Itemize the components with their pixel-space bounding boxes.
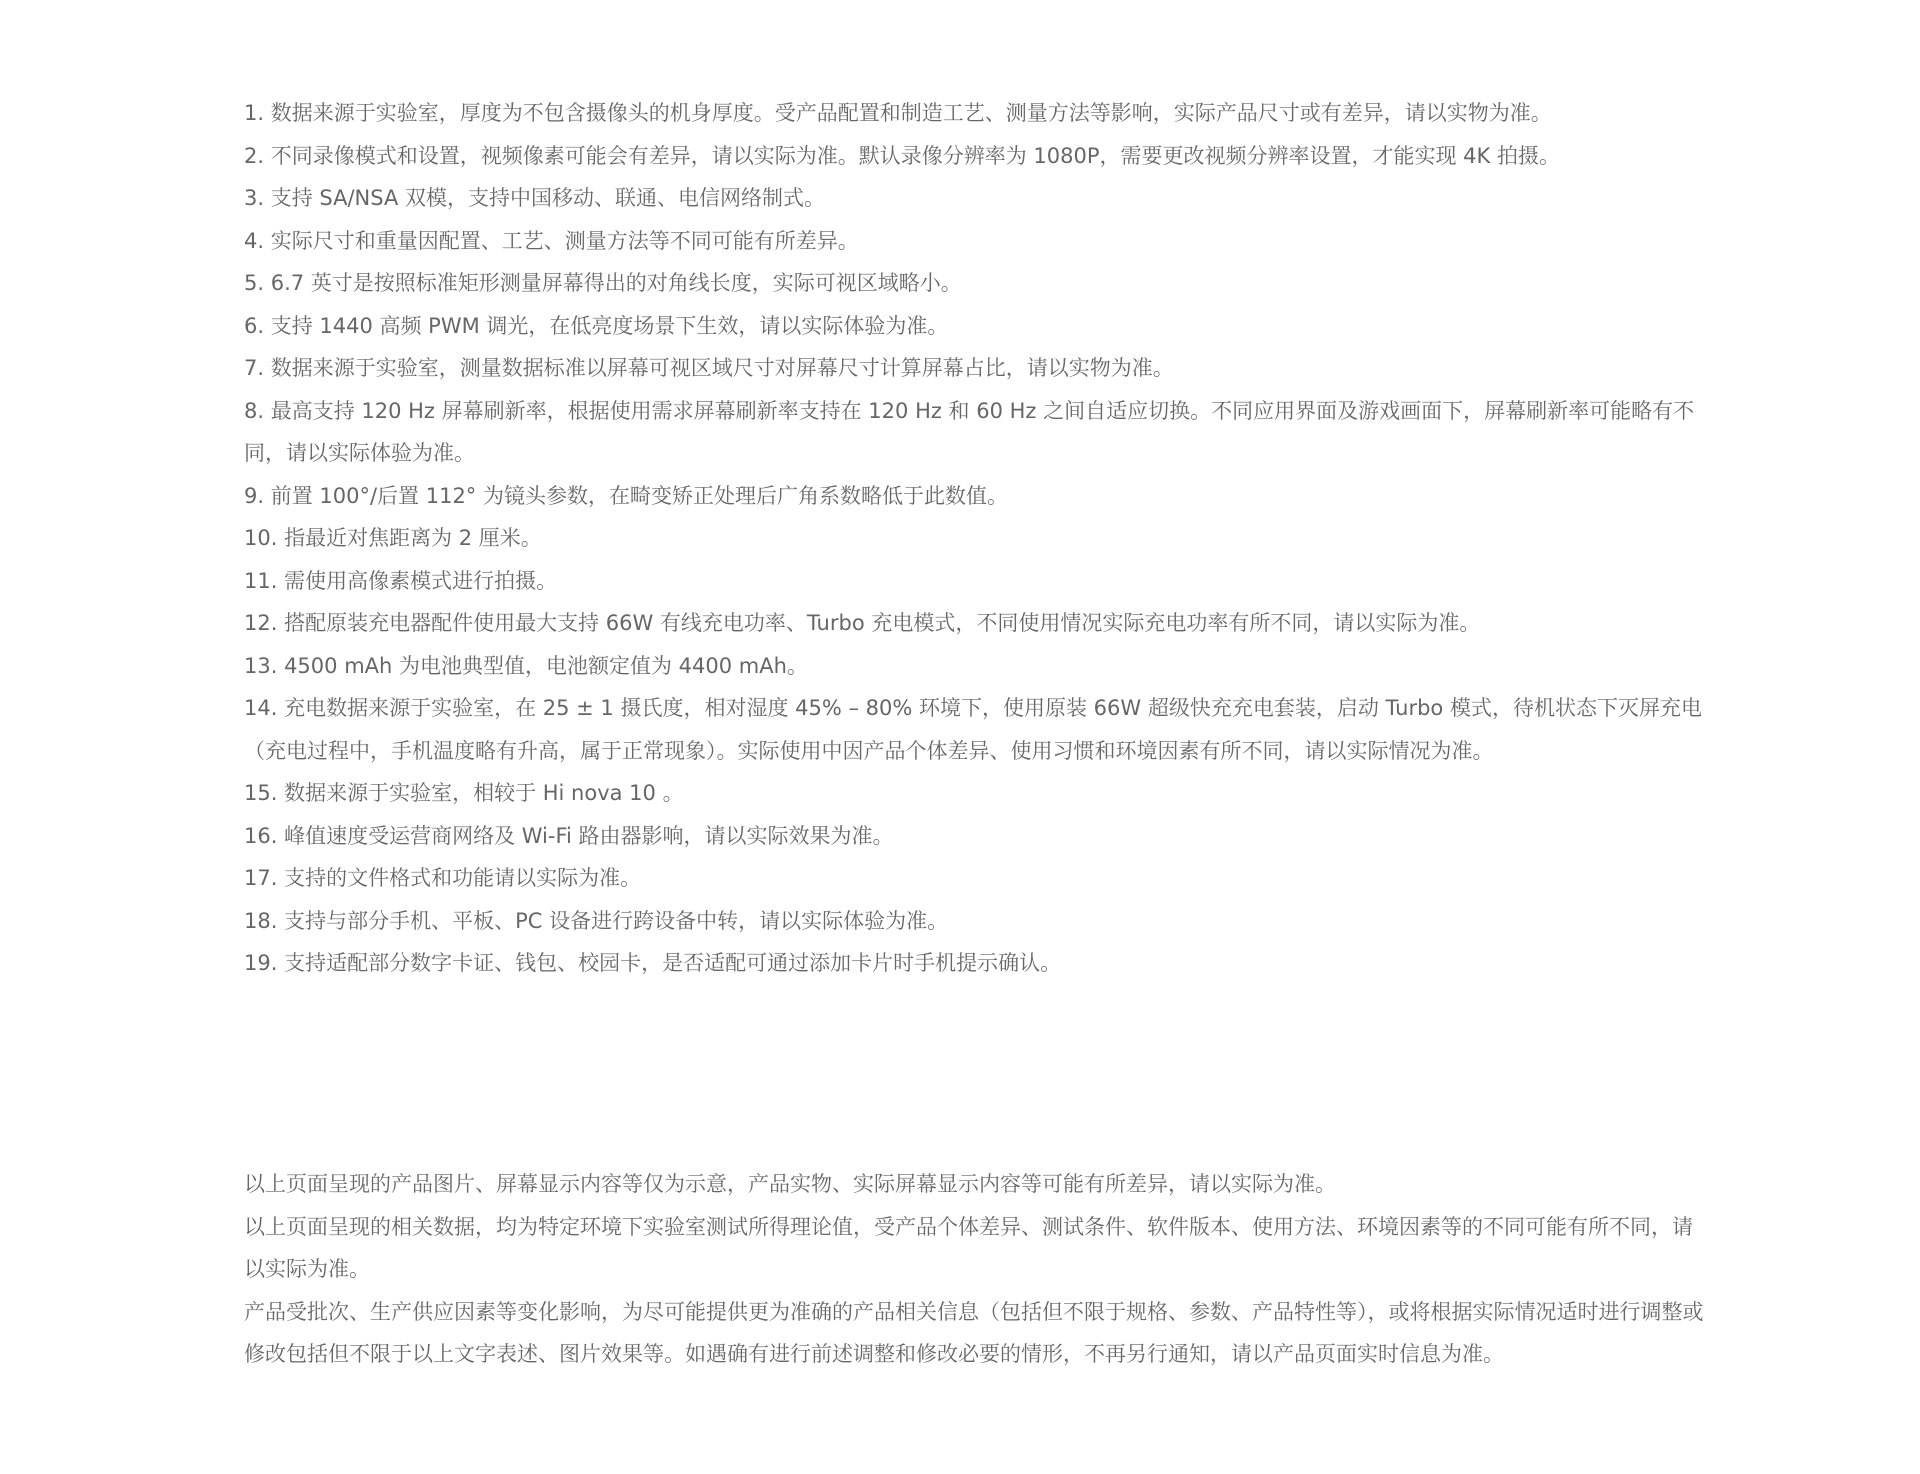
footnote-14: 14. 充电数据来源于实验室，在 25 ± 1 摄氏度，相对湿度 45% – 80% 环境下，使用原装 66W 超级快充充电套装，启动 Turbo 模式，待机状态下灭屏充电（充电过程中，手机温度略有升高，属于正常现象）。实际使用中因产品个体差异、使用习惯和环境因素有所不同，请以实际情况为准。 bbox=[244, 696, 1702, 763]
footnote-7: 7. 数据来源于实验室，测量数据标准以屏幕可视区域尺寸对屏幕尺寸计算屏幕占比，请以实物为准。 bbox=[244, 356, 1174, 380]
disclaimer-product-changes: 产品受批次、生产供应因素等变化影响，为尽可能提供更为准确的产品相关信息（包括但不限于规格、参数、产品特性等），或将根据实际情况适时进行调整或修改包括但不限于以上文字表述、图片效果等。如遇确有进行前述调整和修改必要的情形，不再另行通知，请以产品页面实时信息为准。 bbox=[244, 1299, 1704, 1366]
footnote-8: 8. 最高支持 120 Hz 屏幕刷新率，根据使用需求屏幕刷新率支持在 120 Hz 和 60 Hz 之间自适应切换。不同应用界面及游戏画面下，屏幕刷新率可能略有不同，请以实际体验为准。 bbox=[244, 398, 1695, 465]
footnote-2: 2. 不同录像模式和设置，视频像素可能会有差异，请以实际为准。默认录像分辨率为 1080P，需要更改视频分辨率设置，才能实现 4K 拍摄。 bbox=[244, 143, 1560, 168]
footnote-1: 1. 数据来源于实验室，厚度为不包含摄像头的机身厚度。受产品配置和制造工艺、测量方法等影响，实际产品尺寸或有差异，请以实物为准。 bbox=[244, 101, 1552, 125]
footnote-10: 10. 指最近对焦距离为 2 厘米。 bbox=[244, 526, 542, 550]
footnotes-list bbox=[244, 92, 1704, 985]
footnote-17: 17. 支持的文件格式和功能请以实际为准。 bbox=[244, 866, 642, 890]
disclaimer-images: 以上页面呈现的产品图片、屏幕显示内容等仅为示意，产品实物、实际屏幕显示内容等可能有所差异，请以实际为准。 bbox=[244, 1172, 1336, 1196]
footnote-19: 19. 支持适配部分数字卡证、钱包、校园卡，是否适配可通过添加卡片时手机提示确认。 bbox=[244, 951, 1062, 975]
disclaimer-section bbox=[244, 1163, 1704, 1376]
footnote-12: 12. 搭配原装充电器配件使用最大支持 66W 有线充电功率、Turbo 充电模式，不同使用情况实际充电功率有所不同，请以实际为准。 bbox=[244, 611, 1481, 635]
footnote-18: 18. 支持与部分手机、平板、PC 设备进行跨设备中转，请以实际体验为准。 bbox=[244, 908, 949, 933]
footnote-16: 16. 峰值速度受运营商网络及 Wi-Fi 路由器影响，请以实际效果为准。 bbox=[244, 823, 894, 848]
footnote-3: 3. 支持 SA/NSA 双模，支持中国移动、联通、电信网络制式。 bbox=[244, 186, 826, 210]
footnote-13: 13. 4500 mAh 为电池典型值，电池额定值为 4400 mAh。 bbox=[244, 653, 808, 678]
footnote-6: 6. 支持 1440 高频 PWM 调光，在低亮度场景下生效，请以实际体验为准。 bbox=[244, 313, 949, 338]
footnote-5: 5. 6.7 英寸是按照标准矩形测量屏幕得出的对角线长度，实际可视区域略小。 bbox=[244, 271, 962, 295]
footnote-4: 4. 实际尺寸和重量因配置、工艺、测量方法等不同可能有所差异。 bbox=[244, 228, 859, 253]
footnote-9: 9. 前置 100°/后置 112° 为镜头参数，在畸变矫正处理后广角系数略低于此数值。 bbox=[244, 483, 1008, 508]
disclaimer-data: 以上页面呈现的相关数据，均为特定环境下实验室测试所得理论值，受产品个体差异、测试条件、软件版本、使用方法、环境因素等的不同可能有所不同，请以实际为准。 bbox=[244, 1214, 1693, 1281]
footnote-11: 11. 需使用高像素模式进行拍摄。 bbox=[244, 568, 558, 593]
footnote-15: 15. 数据来源于实验室，相较于 Hi nova 10 。 bbox=[244, 781, 684, 805]
